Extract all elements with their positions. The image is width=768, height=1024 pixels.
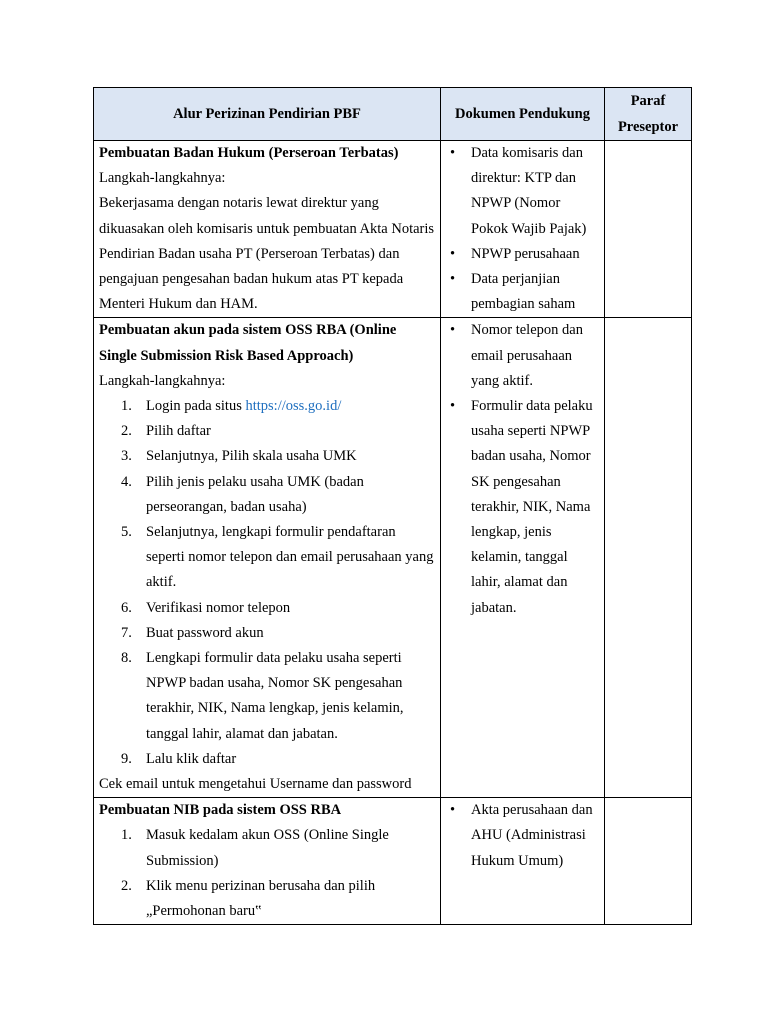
list-item: 7. Buat password akun [121, 624, 264, 641]
list-item: 2. Pilih daftar [121, 423, 211, 440]
signature-cell[interactable] [605, 798, 692, 925]
list-item: 1. Masuk kedalam akun OSS (Online Single Submission) [121, 827, 389, 869]
step-text: Login pada situs [146, 398, 246, 415]
header-documents: Dokumen Pendukung [441, 88, 605, 141]
table-row [94, 318, 692, 798]
steps-label: Langkah-langkahnya: [99, 372, 226, 389]
signature-cell[interactable] [605, 318, 692, 798]
list-item: 5. Selanjutnya, lengkapi formulir pendaftaran seperti nomor telepon dan email perusahaan yang aktif. [121, 524, 434, 591]
list-item: 8. Lengkapi formulir data pelaku usaha seperti NPWP badan usaha, Nomor SK pengesahan terakhir, NIK, Nama lengkap, jenis kelamin, tanggal lahir, alamat dan jabatan. [121, 650, 404, 742]
list-item: 9. Lalu klik daftar [121, 750, 237, 767]
document-item: • Data perjanjian pembagian saham [446, 267, 599, 317]
list-item: 1. Login pada situs https://oss.go.id/ [121, 398, 342, 415]
flow-cell [94, 318, 441, 798]
documents-cell [441, 318, 605, 798]
steps-label: Langkah-langkahnya: [99, 170, 226, 187]
row-title: Pembuatan Badan Hukum (Perseroan Terbatas) [99, 145, 399, 161]
list-item: 3. Selanjutnya, Pilih skala usaha UMK [121, 448, 357, 465]
list-item: 2. Klik menu perizinan berusaha dan pilih „Permohonan baru‟ [121, 877, 376, 920]
signature-cell[interactable] [605, 141, 692, 318]
steps-list [99, 394, 435, 772]
table-row [94, 141, 692, 318]
header-flow: Alur Perizinan Pendirian PBF [94, 88, 441, 141]
documents-cell [441, 141, 605, 318]
permit-flow-table [93, 87, 692, 925]
list-item: 6. Verifikasi nomor telepon [121, 599, 291, 616]
step-text: Pilih jenis pelaku usaha UMK (badan perseorangan, badan usaha) [146, 473, 364, 515]
row-title: Pembuatan akun pada sistem OSS RBA (Online Single Submission Risk Based Approach) [99, 322, 397, 364]
row-body: Bekerjasama dengan notaris lewat direktur yang dikuasakan oleh komisaris untuk pembuatan Akta Notaris Pendirian Badan usaha PT (Perseroan Terbatas) dan pengajuan pengesahan badan hukum atas PT kepada Menteri Hukum dan HAM. [99, 195, 435, 313]
list-item: 4. Pilih jenis pelaku usaha UMK (badan perseorangan, badan usaha) [121, 473, 364, 515]
row-title: Pembuatan NIB pada sistem OSS RBA [99, 802, 342, 819]
header-signature: Paraf Preseptor [605, 88, 692, 141]
step-text: Klik menu perizinan berusaha dan pilih „Permohonan baru‟ [146, 877, 376, 920]
documents-cell [441, 798, 605, 925]
step-text: Masuk kedalam akun OSS (Online Single Submission) [146, 827, 389, 869]
table-row [94, 798, 692, 925]
step-text: Selanjutnya, Pilih skala usaha UMK [146, 448, 357, 465]
flow-cell [94, 141, 441, 318]
document-item: • Data komisaris dan direktur: KTP dan NPWP (Nomor Pokok Wajib Pajak) [446, 141, 599, 242]
row-footer: Cek email untuk mengetahui Username dan password [99, 776, 412, 793]
step-text: Selanjutnya, lengkapi formulir pendaftaran seperti nomor telepon dan email perusahaan yang aktif. [146, 524, 434, 591]
step-text: Verifikasi nomor telepon [146, 599, 291, 616]
document-item: • NPWP perusahaan [446, 242, 599, 267]
flow-cell [94, 798, 441, 925]
table-header-row [94, 88, 692, 141]
step-text: Buat password akun [146, 624, 264, 641]
step-text: Pilih daftar [146, 423, 211, 440]
step-text: Lengkapi formulir data pelaku usaha seperti NPWP badan usaha, Nomor SK pengesahan terakhir, NIK, Nama lengkap, jenis kelamin, tanggal lahir, alamat dan jabatan. [146, 650, 404, 742]
document-item: • Nomor telepon dan email perusahaan yang aktif. [446, 318, 599, 394]
oss-link[interactable]: https://oss.go.id/ [245, 398, 342, 415]
document-item: • Formulir data pelaku usaha seperti NPWP badan usaha, Nomor SK pengesahan terakhir, NIK, Nama lengkap, jenis kelamin, tanggal lahir, alamat dan jabatan. [446, 394, 599, 621]
document-item: • Akta perusahaan dan AHU (Administrasi Hukum Umum) [446, 798, 599, 874]
step-text: Lalu klik daftar [146, 750, 237, 767]
steps-list [99, 823, 435, 924]
